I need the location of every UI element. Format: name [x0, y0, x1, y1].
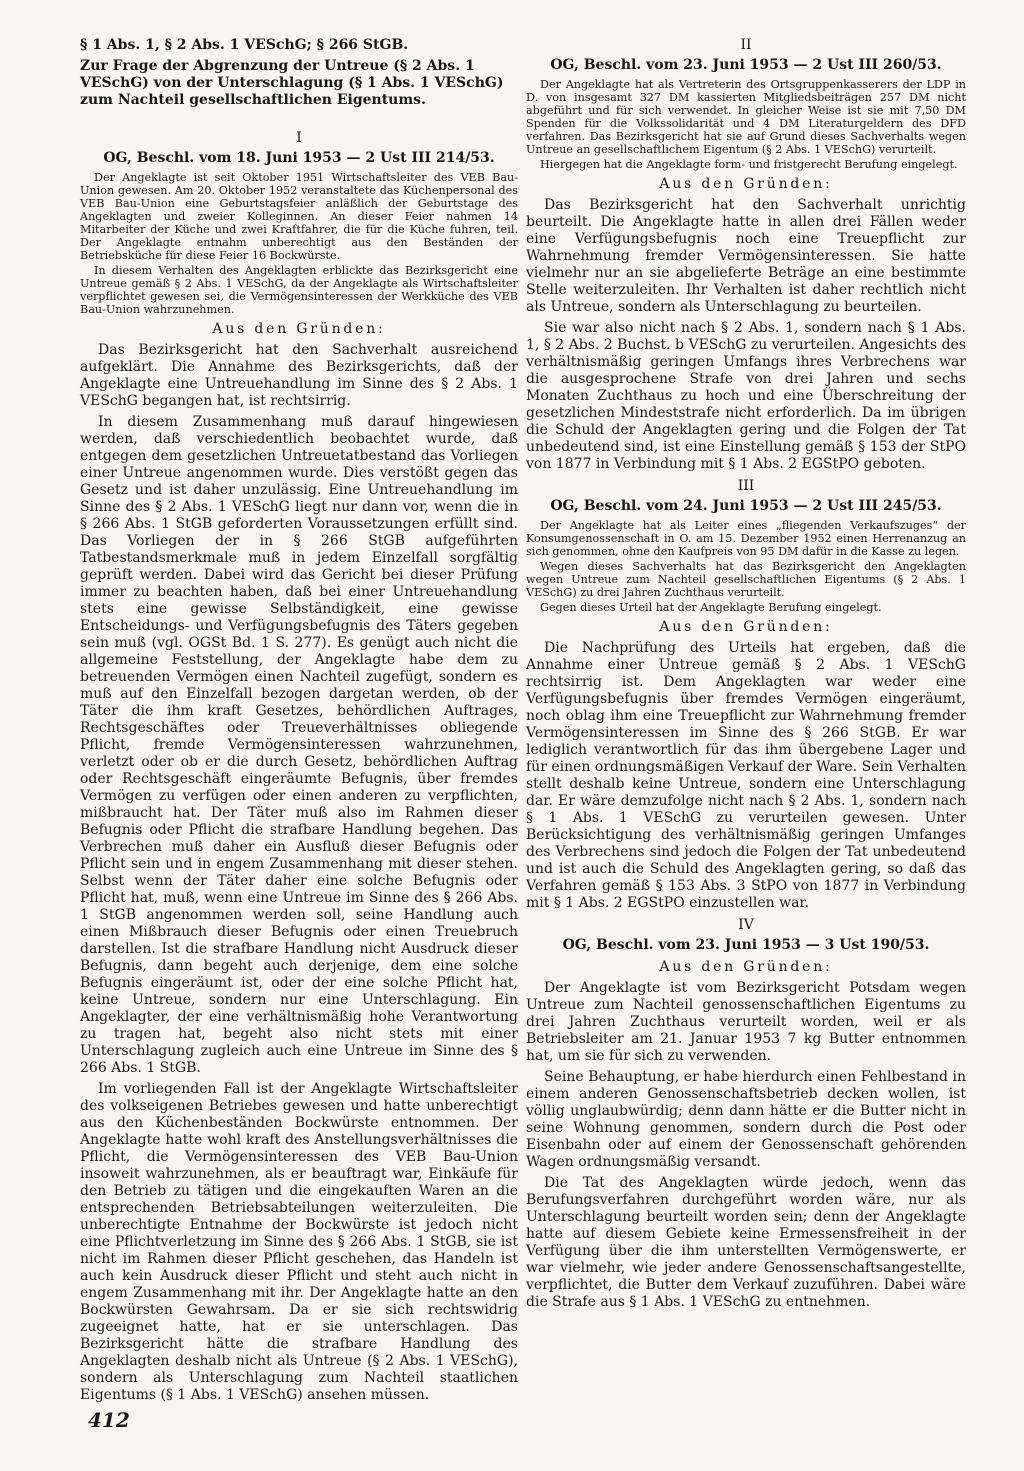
body-paragraph: Das Bezirksgericht hat den Sachverhalt ausreichend aufgeklärt. Die Annahme des Bezirksgerichts, daß der Angeklagte eine Untreuehandlung im Sinne des § 2 Abs. 1 VESchG begangen hat, ist rechtsirrig. — [80, 342, 518, 409]
body-paragraph: Sie war also nicht nach § 2 Abs. 1, sondern nach § 1 Abs. 1, § 2 Abs. 2 Buchst. b VESchG zu verurteilen. Angesichts des verhältnismäßig geringen Umfangs ihres Verbrechens war die ausgesprochene Strafe von drei Jahren und sechs Monaten Zuchthaus zu hoch und eine Überschreitung der gesetzlichen Mindeststrafe nicht erforderlich. Da im übrigen die Schuld der Angeklagten gering und die Folgen der Tat unbedeutend sind, ist eine Einstellung gemäß § 153 der StPO von 1877 in Verbindung mit § 1 Abs. 2 EGStPO geboten. — [526, 320, 966, 472]
law-reference: § 1 Abs. 1, § 2 Abs. 1 VESchG; § 266 StGB. — [80, 37, 409, 53]
summary-paragraph: Der Angeklagte ist seit Oktober 1951 Wirtschaftsleiter des VEB Bau-Union gewesen. Am 20. Oktober 1952 veranstaltete das Küchenpersonal des VEB Bau-Union eine Geburtstagsfeier anläßlich der Geburtstage des Angeklagten und zweier Kolleginnen. An dieser Feier nahmen 14 Mitarbeiter der Küche und zwei Kraftfahrer, die für die Küche fuhren, teil. Der Angeklagte entnahm unberechtigt aus den Beständen der Betriebsküche für diese Feier 16 Bockwürste. — [80, 171, 518, 262]
case-number-iv: IV — [738, 917, 754, 933]
reasons-heading: Aus den Gründen: — [659, 959, 833, 975]
body-paragraph: Das Bezirksgericht hat den Sachverhalt unrichtig beurteilt. Die Angeklagte hatte in allen drei Fällen weder eine Verfügungsbefugnis noch eine Treuepflicht zur Wahrnehmung fremder Vermögensinteressen. Sie hatte vielmehr nur an sie abgelieferte Beträge an eine bestimmte Stelle weiterzuleiten. Ihr Verhalten ist daher rechtlich nicht als Untreue, sondern als Unterschlagung zu beurteilen. — [526, 197, 966, 315]
body-paragraph: In diesem Zusammenhang muß darauf hingewiesen werden, daß verschiedentlich beobachtet wurde, daß entgegen dem gesetzlichen Untreuetatbestand das Vorliegen einer Untreue angenommen wurde. Dies verstößt gegen das Gesetz und ist daher unzulässig. Eine Untreuehandlung im Sinne des § 2 Abs. 1 VESchG liegt nur dann vor, wenn die in § 266 Abs. 1 StGB geforderten Voraussetzungen erfüllt sind. Das Vorliegen der in § 266 StGB aufgeführten Tatbestandsmerkmale muß in jedem Einzelfall sorgfältig geprüft werden. Dabei wird das Gericht bei dieser Prüfung immer zu beachten haben, daß bei einer Untreuehandlung stets eine gewisse Selbständigkeit, eine gewisse Entscheidungs- und Verfügungsbefugnis des Täters gegeben sein muß (vgl. OGSt Bd. 1 S. 277). Es genügt auch nicht die allgemeine Feststellung, der Angeklagte habe dem zu betreuenden Vermögen einen Nachteil zugefügt, sondern es muß auf den Einzelfall bezogen dargetan werden, ob der Täter die ihm kraft Gesetzes, behördlichen Auftrages, Rechtsgeschäftes oder Treueverhältnisses obliegende Pflicht, fremde Vermögensinteressen wahrzunehmen, verletzt oder ob er die durch Gesetz, behördlichen Auftrag oder Rechtsgeschäft eingeräumte Befugnis, über fremdes Vermögen zu verfügen oder einen anderen zu verpflichten, mißbraucht hat. Der Täter muß also im Rahmen dieser Befugnis oder Pflicht die strafbare Handlung begehen. Das Verbrechen muß daher ein Ausfluß dieser Befugnis oder Pflicht sein und in engem Zusammenhang mit dieser stehen. Selbst wenn der Täter daher eine solche Befugnis oder Pflicht hat, muß, wenn eine Untreue im Sinne des § 266 Abs. 1 StGB angenommen werden soll, seine Handlung auch einen Mißbrauch dieser Befugnis oder einen Treuebruch darstellen. Ist die strafbare Handlung nicht Ausdruck dieser Befugnis, dann begeht auch derjenige, dem eine solche Befugnis eingeräumt ist, oder der eine solche Pflicht hat, keine Untreue, sondern nur eine Unterschlagung. Ein Angeklagter, der eine verhältnismäßig hohe Verantwortung zu tragen hat, begeht also nicht stets mit einer Unterschlagung zugleich auch eine Untreue im Sinne des § 266 Abs. 1 StGB. — [80, 414, 518, 1076]
body-paragraph: Der Angeklagte ist vom Bezirksgericht Potsdam wegen Untreue zum Nachteil genossenschaftlichen Eigentums zu drei Jahren Zuchthaus verurteilt worden, weil er als Betriebsleiter am 21. Januar 1953 7 kg Butter entnommen hat, um sie für sich zu verwenden. — [526, 980, 966, 1064]
right-column — [526, 36, 966, 1315]
case-number-iii: III — [737, 478, 755, 494]
case-title-ii: OG, Beschl. vom 23. Juni 1953 — 2 Ust III 260/53. — [550, 57, 942, 73]
body-paragraph: Die Nachprüfung des Urteils hat ergeben, daß die Annahme einer Untreue gemäß § 2 Abs. 1 VESchG rechtsirrig ist. Dem Angeklagten war weder eine Verfügungsbefugnis über fremdes Vermögen eingeräumt, noch oblag ihm eine Treuepflicht zur Wahrnehmung fremder Vermögensinteressen im Sinne des § 266 StGB. Er war lediglich verantwortlich für das ihm übergebene Lager und für einen ordnungsmäßigen Verkauf der Ware. Sein Verhalten stellt deshalb keine Untreue, sondern eine Unterschlagung dar. Er wäre demzufolge nicht nach § 2 Abs. 1, sondern nach § 1 Abs. 1 VESchG zu verurteilen gewesen. Unter Berücksichtigung des verhältnismäßig geringen Umfanges des Verbrechens sind jedoch die Folgen der Tat unbedeutend und ist auch die Schuld des Angeklagten gering, so daß das Verfahren gemäß § 153 Abs. 3 StPO von 1877 in Verbindung mit § 1 Abs. 2 EGStPO einzustellen war. — [526, 640, 966, 911]
case-title-i: OG, Beschl. vom 18. Juni 1953 — 2 Ust III 214/53. — [103, 150, 495, 166]
case-title-iv: OG, Beschl. vom 23. Juni 1953 — 3 Ust 190/53. — [562, 937, 930, 953]
left-column — [80, 36, 518, 1408]
summary-paragraph: Wegen dieses Sachverhalts hat das Bezirksgericht den Angeklagten wegen Untreue zum Nachteil gesellschaftlichen Eigentums (§ 2 Abs. 1 VESchG) zu drei Jahren Zuchthaus verurteilt. — [526, 560, 966, 599]
summary-paragraph: Gegen dieses Urteil hat der Angeklagte Berufung eingelegt. — [540, 601, 882, 614]
body-paragraph: Im vorliegenden Fall ist der Angeklagte Wirtschaftsleiter des volkseigenen Betriebes gewesen und hatte unberechtigt aus den Küchenbeständen Bockwürste entnommen. Der Angeklagte hatte wohl kraft des Anstellungsverhältnisses die Pflicht, die Vermögensinteressen des VEB Bau-Union insoweit wahrzunehmen, als er beauftragt war, Einkäufe für den Betrieb zu tätigen und die eingekauften Waren an die entsprechenden Betriebsabteilungen weiterzuleiten. Die unberechtigte Entnahme der Bockwürste ist jedoch nicht eine Pflichtverletzung im Sinne des § 266 Abs. 1 StGB, sie ist nicht im Rahmen dieser Pflicht geschehen, das Handeln ist auch kein Ausdruck dieser Pflicht und steht auch nicht in engem Zusammenhang mit ihr. Der Angeklagte hatte an den Bockwürsten Gewahrsam. Da er sie sich rechtswidrig zugeeignet hatte, hat er sie unterschlagen. Das Bezirksgericht hätte die strafbare Handlung des Angeklagten deshalb nicht als Untreue (§ 2 Abs. 1 VESchG), sondern als Unterschlagung zum Nachteil staatlichen Eigentums (§ 1 Abs. 1 VESchG) ansehen müssen. — [80, 1081, 518, 1403]
page-number: 412 — [88, 1408, 130, 1432]
topic-heading: Zur Frage der Abgrenzung der Untreue (§ 2 Abs. 1 VESchG) von der Unterschlagung (§ 1 Abs. 1 VESchG) zum Nachteil gesellschaftlichen Eigentums. — [80, 58, 504, 108]
reasons-heading: Aus den Gründen: — [212, 321, 386, 337]
summary-paragraph: Der Angeklagte hat als Vertreterin des Ortsgruppenkasserers der LDP in D. von insgesamt 327 DM kassierten Mitgliedsbeiträgen 257 DM nicht abgeführt und für sich verwendet. In gleicher Weise ist sie mit 7,50 DM Spenden für die Volkssolidarität und 4 DM Literaturgeldern des DFD verfahren. Das Bezirksgericht hat sie auf Grund dieses Sachverhalts wegen Untreue an gesellschaftlichem Eigentum (§ 2 Abs. 1 VESchG) verurteilt. — [526, 78, 966, 156]
reasons-heading: Aus den Gründen: — [659, 176, 833, 192]
reasons-heading: Aus den Gründen: — [659, 619, 833, 635]
body-paragraph: Die Tat des Angeklagten würde jedoch, wenn das Berufungsverfahren durchgeführt worden wäre, nur als Unterschlagung beurteilt worden sein; denn der Angeklagte hatte auf diesem Gebiete keine Ermessensfreiheit in der Verfügung über die ihm unterstellten Vermögenswerte, er war vielmehr, wie jeder andere Genossenschaftsangestellte, verpflichtet, die Butter dem Verkauf zuzuführen. Dabei wäre die Strafe aus § 1 Abs. 1 VESchG zu entnehmen. — [526, 1175, 966, 1310]
summary-paragraph: In diesem Verhalten des Angeklagten erblickte das Bezirksgericht eine Untreue gemäß § 2 Abs. 1 VESchG, da der Angeklagte als Wirtschaftsleiter verpflichtet gewesen sei, die Vermögensinteressen der Werkküche des VEB Bau-Union wahrzunehmen. — [80, 264, 518, 316]
case-title-iii: OG, Beschl. vom 24. Juni 1953 — 2 Ust III 245/53. — [550, 498, 942, 514]
body-paragraph: Seine Behauptung, er habe hierdurch einen Fehlbestand in einem anderen Genossenschaftsbetrieb decken wollen, ist völlig unglaubwürdig; denn dann hätte er die Butter nicht in seine Wohnung genommen, sondern durch die Post oder Eisenbahn oder auf einem der Genossenschaft gehörenden Wagen ordnungsmäßig versandt. — [526, 1069, 966, 1170]
case-number-i: I — [296, 130, 302, 146]
case-number-ii: II — [740, 37, 752, 53]
summary-paragraph: Hiergegen hat die Angeklagte form- und fristgerecht Berufung eingelegt. — [540, 158, 958, 171]
summary-paragraph: Der Angeklagte hat als Leiter eines „fliegenden Verkaufszuges“ der Konsumgenossenschaft in O. am 15. Dezember 1952 einen Herrenanzug an sich genommen, ohne den Kaufpreis von 95 DM dafür in die Kasse zu legen. — [526, 519, 966, 558]
